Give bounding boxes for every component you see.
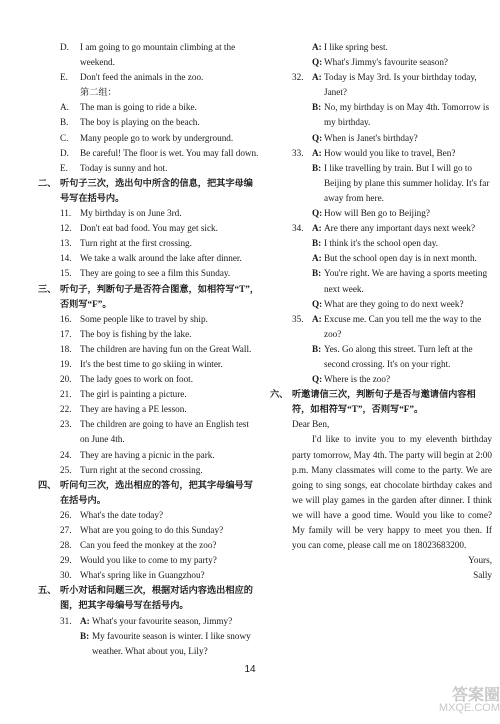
question-item: 22. They are having a PE lesson. <box>60 404 187 415</box>
letter-signature: Sally <box>473 570 492 581</box>
option-e-group1: E. Don't feed the animals in the zoo. <box>60 72 204 83</box>
page-number: 14 <box>244 664 256 675</box>
dialog-34-line: 34. A: Are there any important days next week? <box>292 223 476 234</box>
letter-body: I'd like to invite you to my eleventh birthday party tomorrow, May 4th. The party will begin at 2:00 p.m. Many classmates will come to the party. We are going to sing songs, eat chocolate birthday cakes and we will play games in the garden after dinner. I think we will have a good time. Would you like to come? My family will be very happy to meet you then. If you can come, please call me on 18023683200. <box>292 434 492 551</box>
question-item: 11. My birthday is on June 3rd. <box>60 208 182 219</box>
dialog-32-line: B: No, my birthday is on May 4th. Tomorrow is my birthday. <box>312 102 490 128</box>
watermark-line2: MXQE.COM <box>438 702 500 714</box>
question-item: 23. The children are going to have an English test on June 4th. <box>60 419 249 445</box>
group2-option: C. Many people go to work by underground. <box>60 132 234 143</box>
group2-title: 第二组： <box>80 87 117 98</box>
watermark-line1: 答案圈 <box>451 687 500 704</box>
question-item: 27. What are you going to do this Sunday? <box>60 525 224 535</box>
section-2-heading: 二、 听句子三次，选出句中所含的信息，把其字母编号写在括号内。 <box>38 177 253 203</box>
dialog-31-line: Q: What's Jimmy's favourite season? <box>312 57 448 68</box>
dialog-34-line: Q: What are they going to do next week? <box>312 298 464 309</box>
dialog-31-line: B: My favourite season is winter. I like snowy weather. What about you, Lily? <box>80 630 251 656</box>
question-item: 25. Turn right at the second crossing. <box>60 464 203 475</box>
left-column <box>38 40 260 659</box>
dialog-35-line: B: Yes. Go along this street. Turn left at the second crossing. It's on your right. <box>312 343 473 369</box>
dialog-34-line: B: I think it's the school open day. <box>312 238 439 249</box>
group2-option: B. The boy is playing on the beach. <box>60 117 200 128</box>
question-item: 15. They are going to see a film this Sunday. <box>60 268 231 279</box>
section-3-heading: 三、 听句子，判断句子是否符合图意，如相符写“T”，否则写“F”。 <box>38 283 260 309</box>
dialog-31-line: 31. A: What's your favourite season, Jimmy? <box>60 615 233 626</box>
dialog-33-line: Q: How will Ben go to Beijing? <box>312 208 430 219</box>
right-column <box>270 40 492 583</box>
dialog-32-line: 32. A: Today is May 3rd. Is your birthday today, Janet? <box>292 72 477 98</box>
dialog-33-line: 33. A: How would you like to travel, Ben? <box>292 147 456 158</box>
section-5-heading: 五、 听小对话和问题三次，根据对话内容选出相应的图，把其字母编号写在括号内。 <box>38 585 253 611</box>
question-item: 16. Some people like to travel by ship. <box>60 313 208 324</box>
question-item: 29. Would you like to come to my party? <box>60 555 217 566</box>
dialog-35-line: Q: Where is the zoo? <box>312 374 391 385</box>
section-4-heading: 四、 听问句三次，选出相应的答句，把其字母编号写在括号内。 <box>38 479 253 505</box>
dialog-33-line: B: I like travelling by train. But I will go to Beijing by plane this summer holiday. It's far away from here. <box>312 162 490 203</box>
option-d-group1: D. I am going to go mountain climbing at the weekend. <box>60 42 236 68</box>
group2-option: E. Today is sunny and hot. <box>60 162 168 173</box>
watermark-logo <box>420 687 500 724</box>
dialog-34-line: A: But the school open day is in next month. <box>312 253 477 264</box>
letter-closing: Yours, <box>468 555 492 566</box>
question-item: 14. We take a walk around the lake after dinner. <box>60 253 242 264</box>
question-item: 30. What's spring like in Guangzhou? <box>60 570 205 581</box>
dialog-35-line: 35. A: Excuse me. Can you tell me the way to the zoo? <box>292 313 482 339</box>
group2-option: D. Be careful! The floor is wet. You may fall down. <box>60 147 259 158</box>
question-item: 21. The girl is painting a picture. <box>60 389 187 400</box>
section-6-heading: 六、 听邀请信三次，判断句子是否与邀请信内容相符，如相符写“T”，否则写“F”。 <box>270 389 476 415</box>
question-item: 20. The lady goes to work on foot. <box>60 374 194 385</box>
dialog-34-line: B: You're right. We are having a sports meeting next week. <box>312 268 488 294</box>
question-item: 26. What's the date today? <box>60 509 164 520</box>
letter-salutation: Dear Ben, <box>292 419 330 430</box>
question-item: 12. Don't eat bad food. You may get sick. <box>60 223 218 234</box>
question-item: 19. It's the best time to go skiing in winter. <box>60 358 223 369</box>
question-item: 13. Turn right at the first crossing. <box>60 238 192 249</box>
question-item: 18. The children are having fun on the Great Wall. <box>60 343 252 354</box>
dialog-32-line: Q: When is Janet's birthday? <box>312 132 418 143</box>
group2-option: A. The man is going to ride a bike. <box>60 102 197 113</box>
question-item: 28. Can you feed the monkey at the zoo? <box>60 540 217 551</box>
question-item: 17. The boy is fishing by the lake. <box>60 328 192 339</box>
question-item: 24. They are having a picnic in the park. <box>60 449 215 460</box>
dialog-31-line: A: I like spring best. <box>312 42 388 52</box>
